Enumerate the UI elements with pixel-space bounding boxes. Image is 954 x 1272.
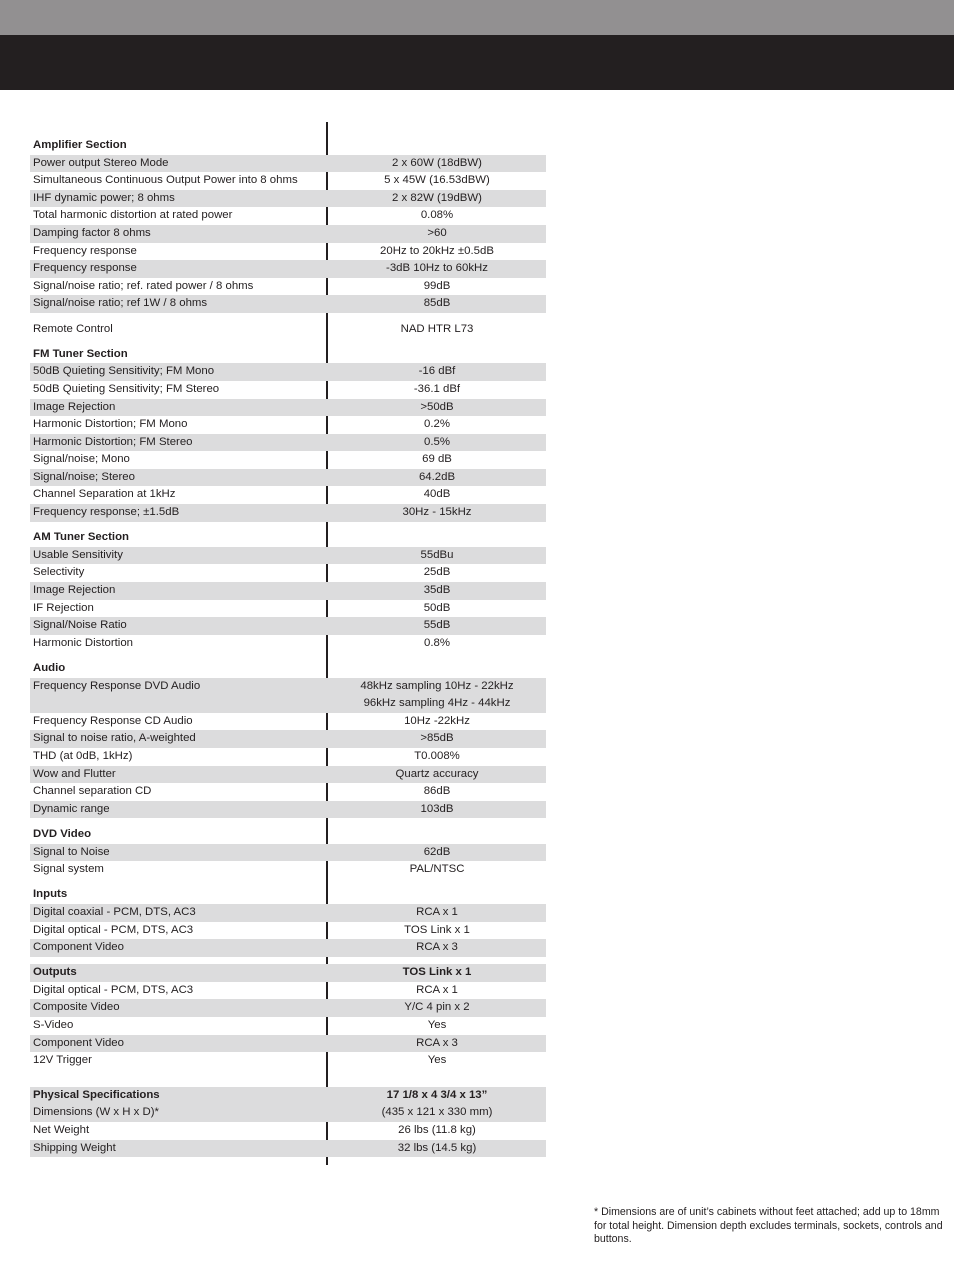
spec-label: Remote Control — [33, 322, 113, 335]
header-band-dark — [0, 35, 954, 90]
spec-table — [30, 137, 546, 1157]
spec-row — [30, 982, 546, 1000]
spec-row — [30, 678, 546, 696]
section-heading-row — [30, 346, 546, 364]
spec-value: 55dBu — [420, 548, 454, 561]
spec-row — [30, 243, 546, 261]
spec-value: Quartz accuracy — [395, 767, 479, 780]
section-heading: DVD Video — [33, 827, 92, 840]
spec-row — [30, 564, 546, 582]
spec-value: 86dB — [423, 785, 451, 798]
section-heading-row — [30, 1087, 546, 1105]
spec-row — [30, 295, 546, 313]
spec-value: 2 x 82W (19dBW) — [392, 191, 482, 204]
spec-label: Digital optical - PCM, DTS, AC3 — [33, 983, 194, 996]
spec-value: 55dB — [423, 619, 451, 632]
spec-label: Signal/noise; Stereo — [33, 470, 135, 483]
spec-row — [30, 999, 546, 1017]
spec-label: Selectivity — [33, 566, 85, 579]
spec-row — [30, 801, 546, 819]
section-heading: AM Tuner Section — [33, 531, 129, 544]
spec-label: Frequency Response CD Audio — [33, 714, 193, 727]
spec-label: Frequency response — [33, 262, 137, 275]
spec-value: 85dB — [423, 297, 451, 310]
spec-row — [30, 399, 546, 417]
spec-row — [30, 486, 546, 504]
spec-label: Power output Stereo Mode — [33, 156, 169, 169]
spec-value: PAL/NTSC — [409, 863, 465, 876]
spec-label: Total harmonic distortion at rated power — [33, 209, 233, 222]
spec-label: Signal system — [33, 863, 104, 876]
spec-row — [30, 582, 546, 600]
spec-row — [30, 416, 546, 434]
section-heading-row — [30, 826, 546, 844]
spec-label: Wow and Flutter — [33, 767, 116, 780]
spec-value: 48kHz sampling 10Hz - 22kHz — [360, 679, 514, 692]
spec-label: Simultaneous Continuous Output Power into 8 ohms — [33, 174, 298, 187]
spec-row — [30, 617, 546, 635]
spec-label: Channel separation CD — [33, 785, 152, 798]
spec-label: Digital coaxial - PCM, DTS, AC3 — [33, 905, 196, 918]
spec-row — [30, 1017, 546, 1035]
spec-row — [30, 381, 546, 399]
spec-label: Image Rejection — [33, 584, 116, 597]
spec-row — [30, 172, 546, 190]
spec-row — [30, 1104, 546, 1122]
spec-row — [30, 783, 546, 801]
section-heading: Audio — [33, 662, 66, 674]
spec-label: IHF dynamic power; 8 ohms — [33, 191, 175, 204]
section-heading-row — [30, 886, 546, 904]
spec-label: Dimensions (W x H x D)* — [33, 1106, 159, 1119]
spec-row — [30, 363, 546, 381]
spec-value: -16 dBf — [418, 365, 456, 378]
section-heading-row — [30, 964, 546, 982]
spec-value: RCA x 3 — [416, 941, 458, 954]
spec-row — [30, 695, 546, 713]
spec-value: 10Hz -22kHz — [404, 714, 470, 727]
spec-value: RCA x 1 — [416, 905, 458, 918]
spec-value: >50dB — [420, 400, 454, 413]
spec-label: Channel Separation at 1kHz — [33, 488, 176, 501]
spec-label: S-Video — [33, 1019, 74, 1032]
spec-row — [30, 260, 546, 278]
spec-value: 64.2dB — [418, 470, 456, 483]
spec-label: THD (at 0dB, 1kHz) — [33, 749, 133, 762]
section-heading: FM Tuner Section — [33, 347, 128, 360]
spec-row — [30, 922, 546, 940]
spec-label: Frequency response — [33, 244, 137, 257]
spec-label: Signal/noise ratio; ref. rated power / 8 ohms — [33, 279, 254, 292]
section-heading: Amplifier Section — [33, 139, 127, 151]
spec-label: Damping factor 8 ohms — [33, 226, 151, 239]
spec-label: Component Video — [33, 1036, 124, 1049]
spec-row — [30, 451, 546, 469]
spec-value: Yes — [427, 1019, 447, 1032]
spec-value: 5 x 45W (16.53dBW) — [384, 174, 490, 187]
section-heading: Outputs — [33, 966, 77, 979]
spec-value: 103dB — [420, 802, 454, 815]
section-heading: Inputs — [33, 888, 68, 901]
spec-value: 32 lbs (14.5 kg) — [397, 1141, 477, 1154]
section-heading: Physical Specifications — [33, 1088, 160, 1101]
spec-row — [30, 1122, 546, 1140]
spec-row — [30, 225, 546, 243]
spec-row — [30, 155, 546, 173]
spec-value: 40dB — [423, 488, 451, 501]
spec-row — [30, 730, 546, 748]
spec-value: Y/C 4 pin x 2 — [404, 1001, 470, 1014]
spec-label: 12V Trigger — [33, 1054, 92, 1067]
spec-value: 69 dB — [422, 453, 452, 466]
spec-label: Usable Sensitivity — [33, 548, 123, 561]
spec-label: Signal to Noise — [33, 845, 110, 858]
section-heading-row — [30, 137, 546, 155]
spec-row — [30, 904, 546, 922]
spec-label: Frequency Response DVD Audio — [33, 679, 201, 692]
spec-label: Shipping Weight — [33, 1141, 116, 1154]
spec-value: -36.1 dBf — [413, 382, 461, 395]
spec-row — [30, 190, 546, 208]
spec-label: Signal to noise ratio, A-weighted — [33, 732, 196, 745]
spec-row — [30, 600, 546, 618]
spec-row — [30, 861, 546, 879]
section-heading-row — [30, 660, 546, 678]
spec-value: 99dB — [423, 279, 451, 292]
spec-row — [30, 748, 546, 766]
spec-row — [30, 844, 546, 862]
spec-value: 2 x 60W (18dBW) — [392, 156, 482, 169]
spec-label: Digital optical - PCM, DTS, AC3 — [33, 923, 194, 936]
spec-value: 96kHz sampling 4Hz - 44kHz — [363, 697, 511, 710]
spec-row — [30, 321, 546, 339]
spec-label: Harmonic Distortion; FM Stereo — [33, 435, 193, 448]
spec-value: >85dB — [420, 732, 454, 745]
spec-value: >60 — [427, 226, 447, 239]
spec-value: NAD HTR L73 — [400, 322, 474, 335]
spec-label: Signal/Noise Ratio — [33, 619, 127, 632]
spec-value: T0.008% — [414, 749, 460, 762]
spec-value: 0.8% — [424, 636, 450, 649]
spec-value: 26 lbs (11.8 kg) — [398, 1124, 476, 1137]
spec-label: Dynamic range — [33, 802, 110, 815]
spec-row — [30, 713, 546, 731]
footnote: * Dimensions are of unit’s cabinets without feet attached; add up to 18mm for total height. Dimension depth excludes terminals, sockets, controls and buttons. — [594, 1206, 943, 1246]
section-heading-row — [30, 529, 546, 547]
spec-label: IF Rejection — [33, 601, 94, 614]
spec-label: 50dB Quieting Sensitivity; FM Mono — [33, 365, 215, 378]
spec-label: Composite Video — [33, 1001, 120, 1014]
spec-value: 35dB — [423, 584, 451, 597]
spec-label: Frequency response; ±1.5dB — [33, 506, 180, 519]
spec-value: 0.5% — [424, 435, 450, 448]
spec-label: Component Video — [33, 941, 124, 954]
spec-value: 17 1/8 x 4 3/4 x 13” — [386, 1088, 488, 1101]
spec-value: RCA x 3 — [416, 1036, 458, 1049]
spec-value: 50dB — [423, 601, 451, 614]
spec-row — [30, 1052, 546, 1070]
header-band-light — [0, 0, 954, 35]
spec-label: Signal/noise; Mono — [33, 453, 130, 466]
spec-label: 50dB Quieting Sensitivity; FM Stereo — [33, 382, 220, 395]
spec-row — [30, 1140, 546, 1158]
spec-value: 62dB — [423, 845, 451, 858]
spec-value: 25dB — [423, 566, 451, 579]
spec-value: 20Hz to 20kHz ±0.5dB — [380, 244, 494, 257]
spec-row — [30, 1035, 546, 1053]
spec-row — [30, 504, 546, 522]
spec-label: Harmonic Distortion — [33, 636, 134, 649]
spec-row — [30, 547, 546, 565]
spec-label: Image Rejection — [33, 400, 116, 413]
spec-row — [30, 939, 546, 957]
spec-value: Yes — [427, 1054, 447, 1067]
spec-value: TOS Link x 1 — [404, 923, 470, 936]
spec-row — [30, 469, 546, 487]
spec-label: Signal/noise ratio; ref 1W / 8 ohms — [33, 297, 208, 310]
spec-value: RCA x 1 — [416, 983, 458, 996]
spec-row — [30, 766, 546, 784]
spec-row — [30, 278, 546, 296]
spec-label: Harmonic Distortion; FM Mono — [33, 418, 188, 431]
spec-value: (435 x 121 x 330 mm) — [381, 1106, 493, 1119]
spec-value: 30Hz - 15kHz — [402, 506, 472, 519]
spec-value: 0.2% — [424, 418, 450, 431]
spec-value: -3dB 10Hz to 60kHz — [386, 262, 488, 275]
spec-value: TOS Link x 1 — [402, 966, 472, 979]
spec-value: 0.08% — [420, 209, 454, 222]
spec-row — [30, 635, 546, 653]
spec-row — [30, 434, 546, 452]
spec-label: Net Weight — [33, 1124, 90, 1137]
spec-row — [30, 207, 546, 225]
